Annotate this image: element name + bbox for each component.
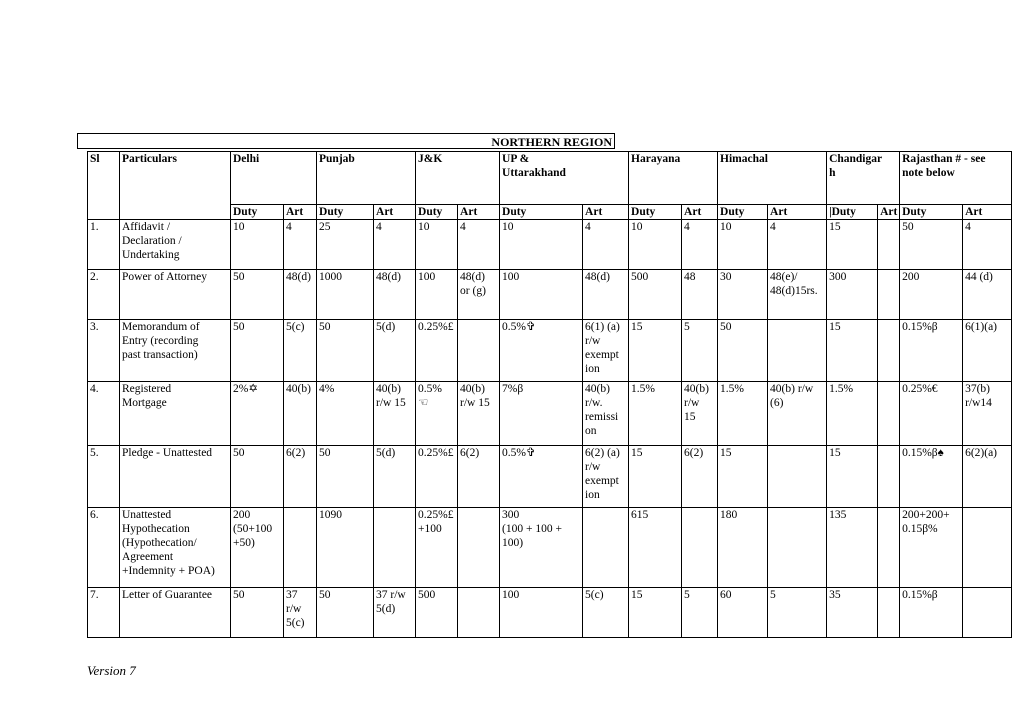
cell-punjab-art: 40(b) r/w 15 — [374, 382, 416, 446]
cell-up-art: 5(c) — [583, 588, 629, 638]
cell-delhi-art: 40(b) — [284, 382, 317, 446]
sub-himachal-duty: Duty — [718, 205, 768, 220]
sub-himachal-art: Art — [768, 205, 827, 220]
cell-rajasthan-duty: 0.15%β — [900, 588, 963, 638]
cell-particulars: Registered Mortgage — [120, 382, 231, 446]
cell-rajasthan-art: 6(2)(a) — [963, 446, 1012, 508]
version-footer: Version 7 — [87, 663, 136, 678]
cell-up-art: 48(d) — [583, 270, 629, 320]
cell-punjab-duty: 50 — [317, 446, 374, 508]
sub-up-art: Art — [583, 205, 629, 220]
cell-delhi-duty: 50 — [231, 446, 284, 508]
cell-rajasthan-duty: 50 — [900, 220, 963, 270]
cell-particulars: Letter of Guarantee — [120, 588, 231, 638]
cell-up-art: 40(b) r/w. remissi on — [583, 382, 629, 446]
cell-sl: 6. — [88, 508, 120, 588]
header-himachal: Himachal — [718, 152, 827, 205]
table-row — [88, 588, 1012, 638]
sub-haryana-art: Art — [682, 205, 718, 220]
cell-sl: 2. — [88, 270, 120, 320]
cell-up-duty: 10 — [500, 220, 583, 270]
cell-sl: 5. — [88, 446, 120, 508]
header-jk: J&K — [416, 152, 500, 205]
cell-jk-art: 48(d) or (g) — [458, 270, 500, 320]
cell-chandigarh-art — [878, 588, 900, 638]
cell-rajasthan-art: 37(b) r/w14 — [963, 382, 1012, 446]
cell-chandigarh-art — [878, 220, 900, 270]
cell-rajasthan-art — [963, 588, 1012, 638]
cell-rajasthan-art: 6(1)(a) — [963, 320, 1012, 382]
cell-sl: 7. — [88, 588, 120, 638]
header-chandigarh: Chandigar h — [827, 152, 900, 205]
cell-jk-art: 6(2) — [458, 446, 500, 508]
cell-rajasthan-art: 44 (d) — [963, 270, 1012, 320]
cell-haryana-duty: 615 — [629, 508, 682, 588]
cell-punjab-duty: 1000 — [317, 270, 374, 320]
cell-particulars: Unattested Hypothecation (Hypothecation/ Agreement +Indemnity + POA) — [120, 508, 231, 588]
cell-himachal-duty: 60 — [718, 588, 768, 638]
cell-punjab-duty: 25 — [317, 220, 374, 270]
table-row — [88, 508, 1012, 588]
cell-haryana-duty: 15 — [629, 320, 682, 382]
sub-punjab-duty: Duty — [317, 205, 374, 220]
cell-delhi-duty: 50 — [231, 270, 284, 320]
cell-particulars: Affidavit / Declaration / Undertaking — [120, 220, 231, 270]
cell-punjab-duty: 4% — [317, 382, 374, 446]
cell-haryana-art: 4 — [682, 220, 718, 270]
sub-chandigarh-duty: |Duty — [827, 205, 878, 220]
table-row — [88, 382, 1012, 446]
cell-jk-art — [458, 588, 500, 638]
cell-up-duty: 7%β — [500, 382, 583, 446]
cell-jk-duty: 0.25%£ — [416, 446, 458, 508]
cell-jk-duty: 0.25%£ +100 — [416, 508, 458, 588]
cell-delhi-art: 6(2) — [284, 446, 317, 508]
cell-particulars: Power of Attorney — [120, 270, 231, 320]
cell-haryana-duty: 10 — [629, 220, 682, 270]
cell-haryana-duty: 15 — [629, 588, 682, 638]
sub-chandigarh-art: Art — [878, 205, 900, 220]
cell-chandigarh-duty: 15 — [827, 446, 878, 508]
cell-punjab-duty: 50 — [317, 588, 374, 638]
sub-delhi-art: Art — [284, 205, 317, 220]
cell-up-duty: 100 — [500, 270, 583, 320]
cell-up-art: 6(2) (a) r/w exempt ion — [583, 446, 629, 508]
cell-sl: 1. — [88, 220, 120, 270]
cell-himachal-art — [768, 508, 827, 588]
cell-sl: 4. — [88, 382, 120, 446]
header-punjab: Punjab — [317, 152, 416, 205]
stamp-duty-table — [87, 151, 1012, 638]
cell-himachal-duty: 50 — [718, 320, 768, 382]
cell-himachal-duty: 10 — [718, 220, 768, 270]
sub-haryana-duty: Duty — [629, 205, 682, 220]
cell-punjab-art: 4 — [374, 220, 416, 270]
cell-chandigarh-duty: 300 — [827, 270, 878, 320]
table-row — [88, 270, 1012, 320]
cell-himachal-duty: 15 — [718, 446, 768, 508]
table-row — [88, 220, 1012, 270]
cell-chandigarh-art — [878, 446, 900, 508]
cell-himachal-art: 5 — [768, 588, 827, 638]
header-rajasthan-text: Rajasthan # - see note below — [902, 153, 986, 179]
cell-himachal-duty: 30 — [718, 270, 768, 320]
cell-rajasthan-art: 4 — [963, 220, 1012, 270]
cell-up-art: 6(1) (a) r/w exempt ion — [583, 320, 629, 382]
cell-chandigarh-duty: 135 — [827, 508, 878, 588]
header-haryana: Harayana — [629, 152, 718, 205]
table-row — [88, 320, 1012, 382]
cell-punjab-art — [374, 508, 416, 588]
cell-haryana-duty: 15 — [629, 446, 682, 508]
sub-rajasthan-art: Art — [963, 205, 1012, 220]
cell-haryana-art: 5 — [682, 320, 718, 382]
cell-haryana-art: 5 — [682, 588, 718, 638]
sub-rajasthan-duty: Duty — [900, 205, 963, 220]
cell-himachal-art — [768, 320, 827, 382]
cell-delhi-duty: 200 (50+100 +50) — [231, 508, 284, 588]
cell-delhi-duty: 50 — [231, 588, 284, 638]
sub-delhi-duty: Duty — [231, 205, 284, 220]
cell-delhi-art: 5(c) — [284, 320, 317, 382]
cell-punjab-art: 48(d) — [374, 270, 416, 320]
cell-jk-art: 40(b) r/w 15 — [458, 382, 500, 446]
cell-up-duty: 0.5%✞ — [500, 320, 583, 382]
cell-delhi-duty: 2%✡ — [231, 382, 284, 446]
header-rajasthan — [900, 152, 1012, 205]
cell-chandigarh-art — [878, 508, 900, 588]
cell-jk-art — [458, 320, 500, 382]
cell-rajasthan-duty: 0.25%€ — [900, 382, 963, 446]
cell-himachal-duty: 1.5% — [718, 382, 768, 446]
cell-haryana-duty: 500 — [629, 270, 682, 320]
cell-himachal-duty: 180 — [718, 508, 768, 588]
cell-delhi-art: 48(d) — [284, 270, 317, 320]
cell-punjab-duty: 50 — [317, 320, 374, 382]
cell-chandigarh-duty: 15 — [827, 320, 878, 382]
cell-jk-duty: 100 — [416, 270, 458, 320]
table-row — [88, 446, 1012, 508]
cell-himachal-art — [768, 446, 827, 508]
cell-delhi-duty: 50 — [231, 320, 284, 382]
cell-chandigarh-duty: 35 — [827, 588, 878, 638]
cell-chandigarh-duty: 15 — [827, 220, 878, 270]
cell-chandigarh-art — [878, 320, 900, 382]
cell-delhi-art — [284, 508, 317, 588]
cell-chandigarh-duty: 1.5% — [827, 382, 878, 446]
cell-delhi-art: 37 r/w 5(c) — [284, 588, 317, 638]
cell-himachal-art: 48(e)/ 48(d)15rs. — [768, 270, 827, 320]
cell-rajasthan-art — [963, 508, 1012, 588]
cell-haryana-art: 40(b) r/w 15 — [682, 382, 718, 446]
cell-jk-duty: 10 — [416, 220, 458, 270]
cell-jk-art — [458, 508, 500, 588]
cell-up-duty: 100 — [500, 588, 583, 638]
sub-jk-duty: Duty — [416, 205, 458, 220]
sub-up-duty: Duty — [500, 205, 583, 220]
cell-jk-art: 4 — [458, 220, 500, 270]
cell-rajasthan-duty: 0.15%β — [900, 320, 963, 382]
cell-particulars: Memorandum of Entry (recording past transaction) — [120, 320, 231, 382]
cell-chandigarh-art — [878, 382, 900, 446]
header-up: UP & Uttarakhand — [500, 152, 629, 205]
cell-haryana-art — [682, 508, 718, 588]
cell-delhi-duty: 10 — [231, 220, 284, 270]
sub-jk-art: Art — [458, 205, 500, 220]
cell-himachal-art: 4 — [768, 220, 827, 270]
header-sl: Sl — [88, 152, 120, 220]
cell-punjab-duty: 1090 — [317, 508, 374, 588]
cell-rajasthan-duty: 200 — [900, 270, 963, 320]
cell-punjab-art: 5(d) — [374, 446, 416, 508]
cell-punjab-art: 5(d) — [374, 320, 416, 382]
sub-punjab-art: Art — [374, 205, 416, 220]
header-particulars: Particulars — [120, 152, 231, 220]
header-delhi: Delhi — [231, 152, 317, 205]
cell-haryana-art: 48 — [682, 270, 718, 320]
cell-up-duty: 0.5%✞ — [500, 446, 583, 508]
cell-rajasthan-duty: 200+200+ 0.15β% — [900, 508, 963, 588]
cell-jk-duty: 500 — [416, 588, 458, 638]
cell-haryana-duty: 1.5% — [629, 382, 682, 446]
region-title: NORTHERN REGION — [77, 133, 615, 149]
cell-particulars: Pledge - Unattested — [120, 446, 231, 508]
cell-chandigarh-art — [878, 270, 900, 320]
cell-haryana-art: 6(2) — [682, 446, 718, 508]
cell-himachal-art: 40(b) r/w (6) — [768, 382, 827, 446]
cell-jk-duty: 0.5% ☜ — [416, 382, 458, 446]
cell-delhi-art: 4 — [284, 220, 317, 270]
cell-rajasthan-duty: 0.15%β♠ — [900, 446, 963, 508]
table-body — [88, 220, 1012, 638]
cell-up-art: 4 — [583, 220, 629, 270]
cell-sl: 3. — [88, 320, 120, 382]
cell-jk-duty: 0.25%£ — [416, 320, 458, 382]
cell-up-duty: 300 (100 + 100 + 100) — [500, 508, 583, 588]
cell-punjab-art: 37 r/w 5(d) — [374, 588, 416, 638]
cell-up-art — [583, 508, 629, 588]
